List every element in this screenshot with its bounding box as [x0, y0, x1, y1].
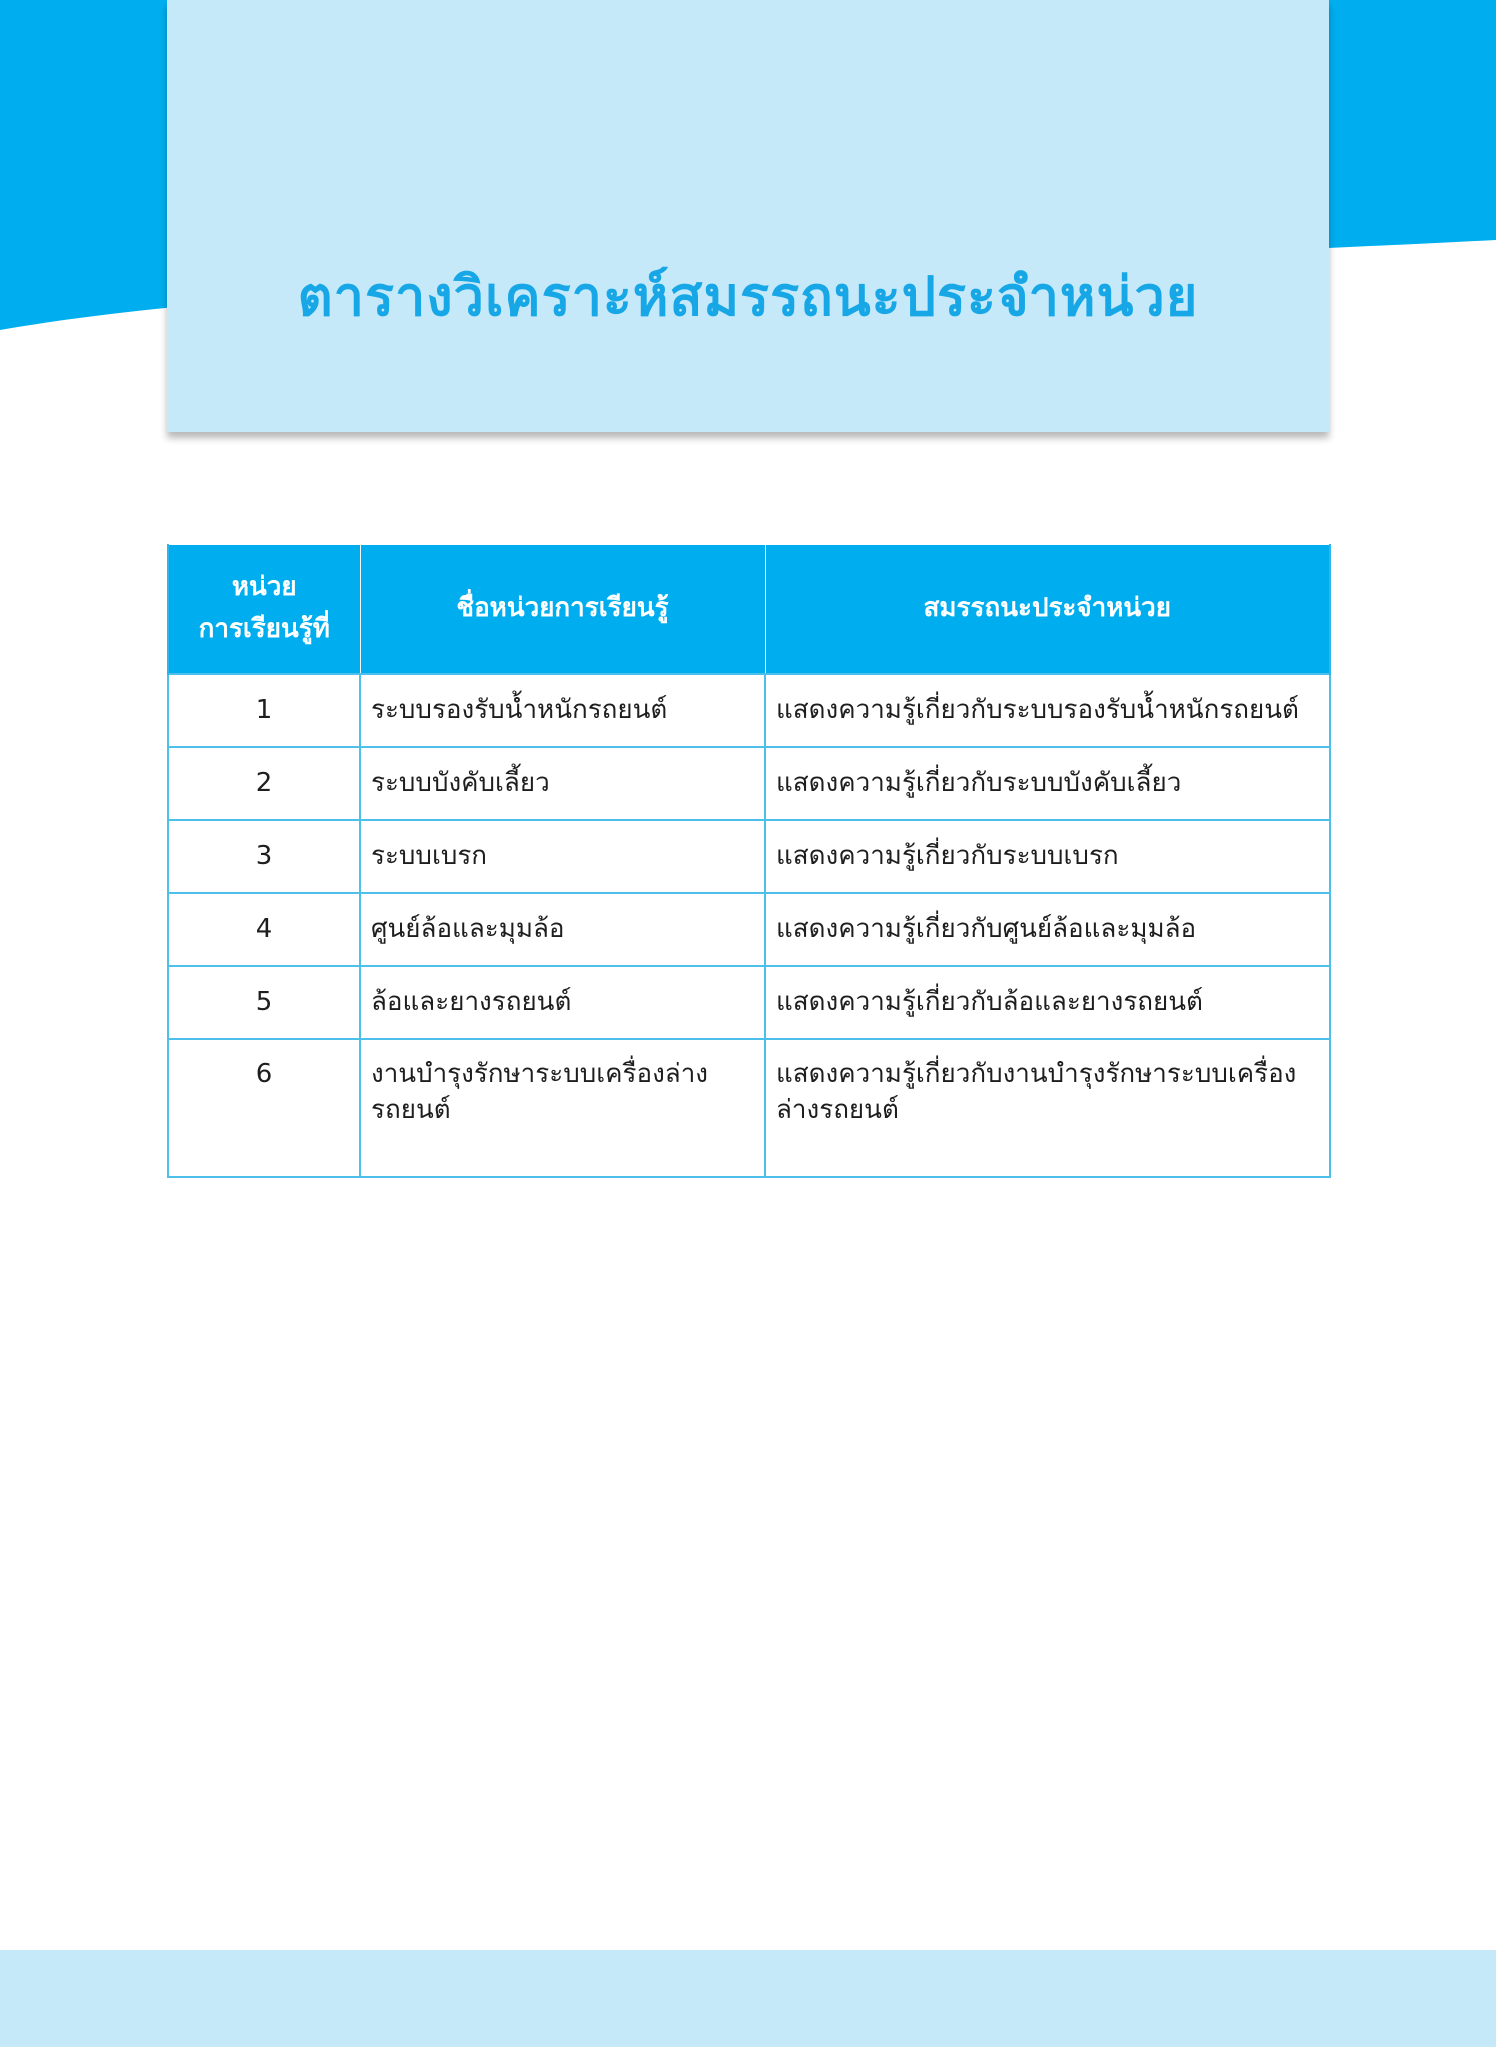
competency-table	[167, 544, 1331, 1178]
table-row	[168, 747, 1330, 820]
page-title: ตารางวิเคราะห์สมรรถนะประจำหน่วย	[297, 265, 1199, 328]
footer-band	[0, 1950, 1496, 2047]
table-header-row	[168, 545, 1330, 675]
unit-number-cell: 3	[168, 820, 360, 893]
header-competency: สมรรถนะประจำหน่วย	[765, 545, 1330, 675]
header-unit-line2: การเรียนรู้ที่	[198, 614, 330, 644]
header-unit-name: ชื่อหน่วยการเรียนรู้	[360, 545, 765, 675]
header-unit-line1: หน่วย	[231, 572, 297, 603]
unit-number-cell: 6	[168, 1039, 360, 1177]
competency-cell: แสดงความรู้เกี่ยวกับศูนย์ล้อและมุมล้อ	[765, 893, 1330, 966]
table-row	[168, 820, 1330, 893]
table-row	[168, 966, 1330, 1039]
unit-name-cell: งานบำรุงรักษาระบบเครื่องล่างรถยนต์	[360, 1039, 765, 1177]
unit-number-cell: 1	[168, 674, 360, 747]
header-unit-number	[168, 545, 360, 675]
competency-cell: แสดงความรู้เกี่ยวกับล้อและยางรถยนต์	[765, 966, 1330, 1039]
title-card	[167, 0, 1329, 432]
competency-cell: แสดงความรู้เกี่ยวกับระบบเบรก	[765, 820, 1330, 893]
table-row	[168, 893, 1330, 966]
competency-cell: แสดงความรู้เกี่ยวกับงานบำรุงรักษาระบบเครื่องล่างรถยนต์	[765, 1039, 1330, 1177]
competency-cell: แสดงความรู้เกี่ยวกับระบบรองรับน้ำหนักรถยนต์	[765, 674, 1330, 747]
unit-number-cell: 5	[168, 966, 360, 1039]
unit-name-cell: ล้อและยางรถยนต์	[360, 966, 765, 1039]
table-row	[168, 674, 1330, 747]
unit-name-cell: ศูนย์ล้อและมุมล้อ	[360, 893, 765, 966]
unit-number-cell: 2	[168, 747, 360, 820]
competency-table-container	[167, 544, 1329, 1178]
unit-number-cell: 4	[168, 893, 360, 966]
unit-name-cell: ระบบรองรับน้ำหนักรถยนต์	[360, 674, 765, 747]
table-row	[168, 1039, 1330, 1177]
unit-name-cell: ระบบบังคับเลี้ยว	[360, 747, 765, 820]
competency-cell: แสดงความรู้เกี่ยวกับระบบบังคับเลี้ยว	[765, 747, 1330, 820]
unit-name-cell: ระบบเบรก	[360, 820, 765, 893]
